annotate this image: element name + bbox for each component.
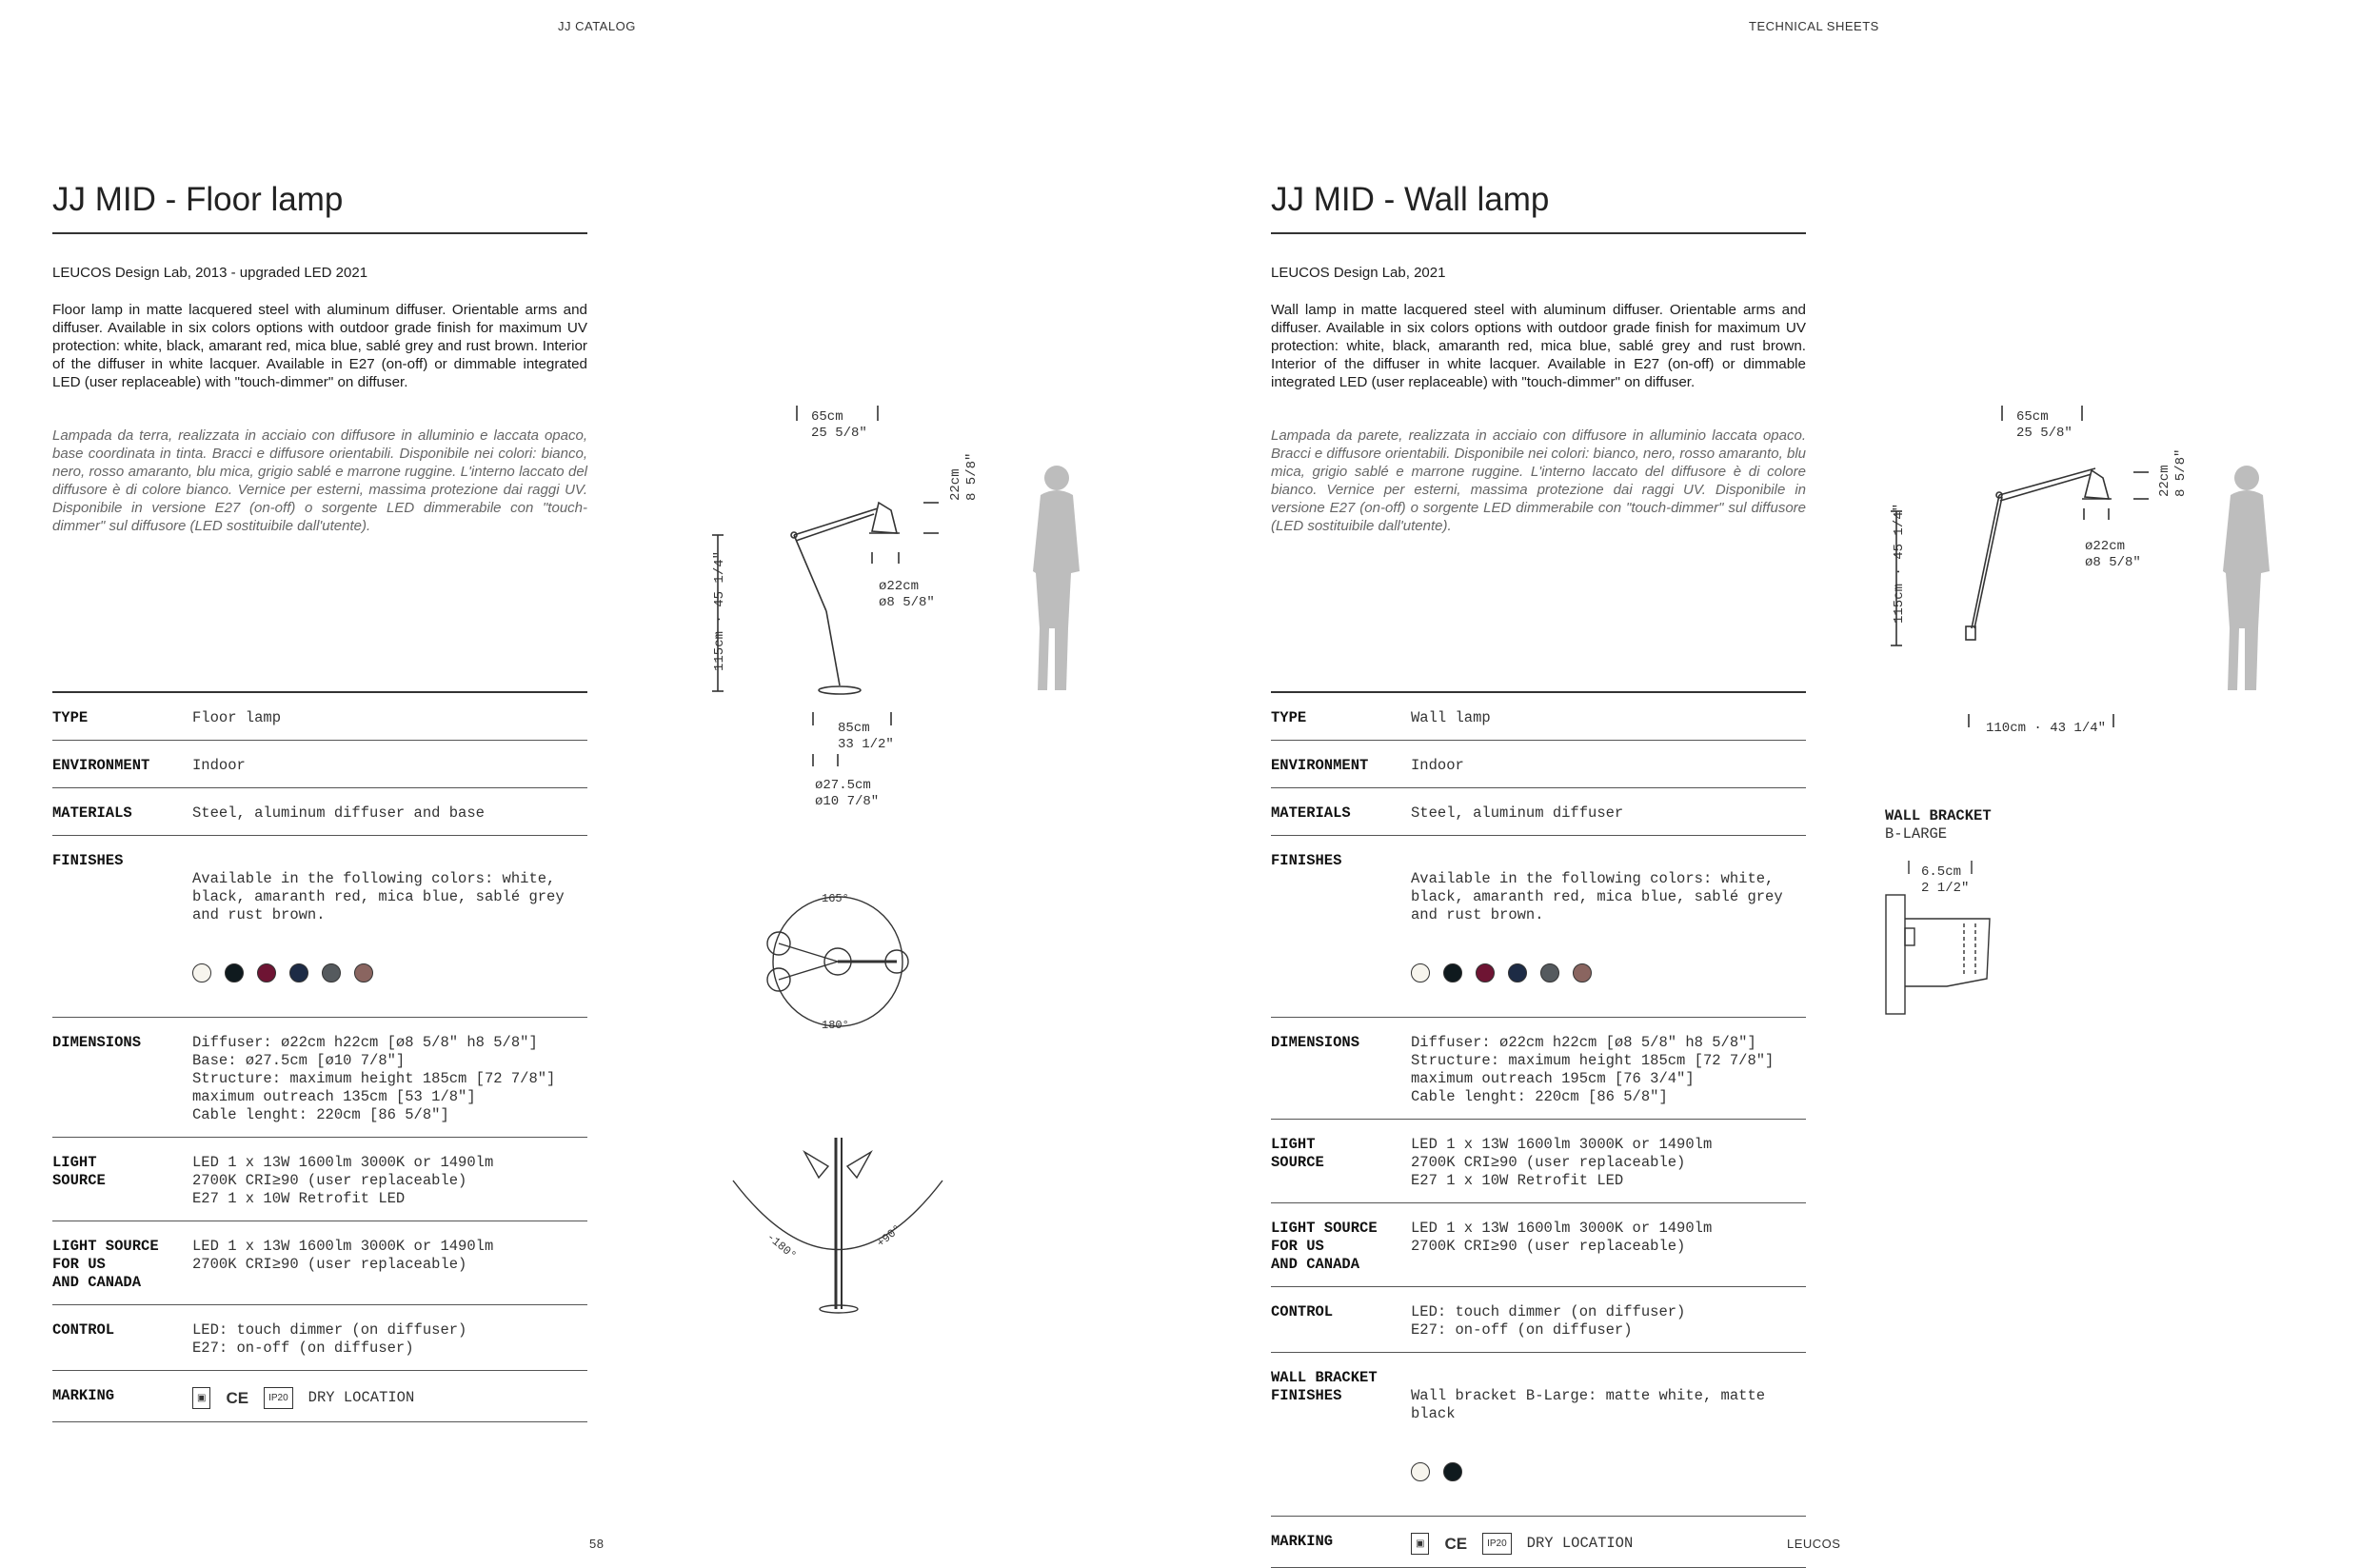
spec-label: MATERIALS [1271,804,1351,822]
spec-value: Available in the following colors: white, black, amaranth red, mica blue, sablé grey and rust brown. [1411,870,1783,923]
dim-height: 115cm · 45 1/4" [1892,503,1907,624]
spec-row-marking [52,1371,587,1422]
spec-row-environment [52,741,587,788]
header-left: JJ CATALOG [558,19,636,33]
wall-credit: LEUCOS Design Lab, 2021 [1271,265,1446,281]
rot-bottom-label: 180° [822,1019,849,1032]
spec-row-light-source-us [52,1221,587,1305]
swatch-black [225,963,244,982]
bracket-subtitle: B-LARGE [1885,825,1948,843]
dim-base-reach: 85cm 33 1/2" [838,721,894,752]
dim-outreach: 65cm 25 5/8" [811,409,867,441]
dim-reach: 110cm · 43 1/4" [1986,721,2107,736]
spec-label: CONTROL [52,1321,115,1339]
spec-label: MARKING [52,1387,115,1404]
dim-height: 115cm · 45 1/4" [712,550,727,671]
spec-row-materials [52,788,587,836]
spec-label: FINISHES [1271,852,1342,869]
header-right: TECHNICAL SHEETS [1749,19,1879,33]
spec-value: Steel, aluminum diffuser and base [192,804,485,822]
spec-row-light-source-us [1271,1203,1806,1287]
swatch-black [1443,1462,1462,1481]
ce-mark-icon: CE [226,1389,249,1407]
spec-row-finishes [1271,836,1806,1018]
spec-row-control [52,1305,587,1371]
title-divider [1271,232,1806,234]
spec-label: ENVIRONMENT [1271,757,1369,774]
spec-label: WALL BRACKET FINISHES [1271,1369,1378,1404]
dry-location-label: DRY LOCATION [1526,1535,1634,1552]
spec-label: CONTROL [1271,1303,1334,1320]
double-insulation-icon: ▣ [1411,1533,1429,1555]
spec-label: DIMENSIONS [1271,1034,1360,1051]
page-number: 58 [589,1537,605,1551]
wall-title: JJ MID - Wall lamp [1271,181,1550,218]
dry-location-label: DRY LOCATION [307,1389,415,1406]
tilt-diagram [724,1128,952,1319]
ip-rating-badge: IP20 [264,1387,293,1409]
dim-diffuser-diameter: ø22cm ø8 5/8" [879,579,935,610]
spec-row-marking [1271,1517,1806,1568]
color-swatches [192,963,587,982]
spec-value: Available in the following colors: white, black, amaranth red, mica blue, sablé grey and rust brown. [192,870,565,923]
spec-label: FINISHES [52,852,124,869]
spec-value: Wall lamp [1411,709,1491,726]
spec-value: LED 1 x 13W 1600lm 3000K or 1490lm 2700K CRI≥90 (user replaceable) [192,1238,494,1273]
dim-diffuser-height: 22cm 8 5/8" [2157,448,2189,497]
dim-base-diameter: ø27.5cm ø10 7/8" [815,778,880,809]
dim-diffuser-height: 22cm 8 5/8" [948,452,980,501]
swatch-sable-grey [1540,963,1559,982]
spec-row-control [1271,1287,1806,1353]
wall-description-it: Lampada da parete, realizzata in acciaio con diffusore in alluminio laccata opaco. Bracci e diffusore orientabili. Disponibile nei colori: bianco, nero, rosso amaranto, blu mica, grigio sablé e marrone ruggine. L'interno laccato del diffusore è di colore bianco. Vernice per esterni, massima protezione dai raggi UV. Disponibile in versione E27 (on-off) o sorgente LED dimmerabile con "touch-dimmer" sul diffusore (LED sostituibile dall'utente). [1271,427,1806,534]
swatch-white [1411,963,1430,982]
spec-value: LED 1 x 13W 1600lm 3000K or 1490lm 2700K CRI≥90 (user replaceable) E27 1 x 10W Retrofit LED [192,1154,494,1207]
swatch-black [1443,963,1462,982]
floor-spec-table [52,691,587,1422]
dim-outreach: 65cm 25 5/8" [2016,409,2073,441]
spec-label: DIMENSIONS [52,1034,142,1051]
spec-label: ENVIRONMENT [52,757,150,774]
spec-label: LIGHT SOURCE FOR US AND CANADA [1271,1220,1378,1273]
swatch-mica-blue [1508,963,1527,982]
spec-row-environment [1271,741,1806,788]
swatch-mica-blue [289,963,308,982]
spec-value: Indoor [1411,757,1464,774]
spec-value: Diffuser: ø22cm h22cm [ø8 5/8" h8 5/8"] Base: ø27.5cm [ø10 7/8"] Structure: maximum height 185cm [72 7/8"] maximum outreach 135cm [53 1/8"] Cable lenght: 220cm [86 5/8"] [192,1034,556,1123]
spec-value: LED: touch dimmer (on diffuser) E27: on-off (on diffuser) [1411,1303,1686,1339]
spec-row-dimensions [52,1018,587,1138]
rot-top-label: 165° [822,892,849,905]
double-insulation-icon: ▣ [192,1387,210,1409]
swatch-sable-grey [322,963,341,982]
color-swatches [1411,963,1806,982]
spec-value: LED: touch dimmer (on diffuser) E27: on-off (on diffuser) [192,1321,467,1357]
spec-label: LIGHT SOURCE [1271,1136,1324,1171]
footer-brand: LEUCOS [1787,1537,1841,1551]
swatch-amaranth-red [257,963,276,982]
spec-value: Indoor [192,757,246,774]
floor-description-it: Lampada da terra, realizzata in acciaio con diffusore in alluminio e laccata opaco, base coordinata in tinta. Bracci e diffusore orientabili. Disponibile nei colori: bianco, nero, rosso amaranto, blu mica, grigio sablé e marrone ruggine. L'interno laccato del diffusore è di colore bianco. Vernice per esterni, massima protezione dai raggi UV. Disponibile in versione E27 (on-off) o sorgente LED dimmerabile con "touch-dimmer" sul diffusore (LED sostituibile dall'utente). [52,427,587,534]
spec-value: Wall bracket B-Large: matte white, matte black [1411,1387,1766,1422]
tilt-right-label: +90° [874,1221,904,1251]
spec-row-light-source [1271,1120,1806,1203]
tilt-left-label: -180° [764,1230,800,1263]
floor-title: JJ MID - Floor lamp [52,181,344,218]
bracket-title: WALL BRACKET [1885,807,1992,824]
spec-value: LED 1 x 13W 1600lm 3000K or 1490lm 2700K CRI≥90 (user replaceable) [1411,1220,1713,1255]
spec-value: Floor lamp [192,709,282,726]
spec-value: Diffuser: ø22cm h22cm [ø8 5/8" h8 5/8"] Structure: maximum height 185cm [72 7/8"] maximum outreach 195cm [76 3/4"] Cable lenght: 220cm [86 5/8"] [1411,1034,1775,1105]
wall-lamp-drawing [1880,390,2290,752]
spec-row-type [52,693,587,741]
swatch-rust-brown [1573,963,1592,982]
ce-mark-icon: CE [1444,1535,1468,1553]
spec-label: LIGHT SOURCE [52,1154,106,1189]
swatch-amaranth-red [1476,963,1495,982]
spec-value: Steel, aluminum diffuser [1411,804,1624,822]
bracket-swatches [1411,1462,1806,1481]
ip-rating-badge: IP20 [1482,1533,1512,1555]
spec-value: LED 1 x 13W 1600lm 3000K or 1490lm 2700K CRI≥90 (user replaceable) E27 1 x 10W Retrofit LED [1411,1136,1713,1189]
spec-label: TYPE [1271,709,1307,726]
spec-row-finishes [52,836,587,1018]
swatch-white [1411,1462,1430,1481]
wall-description-en: Wall lamp in matte lacquered steel with aluminum diffuser. Orientable arms and diffuser. Available in six colors options with outdoor grade finish for maximum UV protection: white, black, amaranth red, mica blue, sablé grey and rust brown. Interior of the diffuser in white lacquer. Available in E27 (on-off) or dimmable integrated LED (user replaceable) with "touch-dimmer" on diffuser. [1271,302,1806,390]
spec-label: LIGHT SOURCE FOR US AND CANADA [52,1238,159,1291]
spec-row-materials [1271,788,1806,836]
spec-label: MATERIALS [52,804,132,822]
swatch-white [192,963,211,982]
spec-row-dimensions [1271,1018,1806,1120]
wall-spec-table [1271,691,1806,1568]
human-silhouette-icon [1033,466,1080,690]
spec-row-bracket-finishes [1271,1353,1806,1517]
floor-credit: LEUCOS Design Lab, 2013 - upgraded LED 2021 [52,265,368,281]
spec-row-light-source [52,1138,587,1221]
spec-label: TYPE [52,709,89,726]
rotation-diagram [752,890,923,1033]
floor-description-en: Floor lamp in matte lacquered steel with aluminum diffuser. Orientable arms and diffuser. Available in six colors options with outdoor grade finish for maximum UV protection: white, black, amarant red, mica blue, sablé grey and rust brown. Interior of the diffuser in white lacquer. Available in E27 (on-off) or dimmable integrated LED (user replaceable) with "touch-dimmer" on diffuser. [52,302,587,390]
spec-label: MARKING [1271,1533,1334,1550]
title-divider [52,232,587,234]
swatch-rust-brown [354,963,373,982]
spec-row-type [1271,693,1806,741]
dim-diffuser-diameter: ø22cm ø8 5/8" [2085,539,2141,570]
dim-bracket-depth: 6.5cm 2 1/2" [1921,864,1970,896]
wall-bracket-drawing [1880,857,2004,1019]
human-silhouette-icon [2223,466,2270,690]
